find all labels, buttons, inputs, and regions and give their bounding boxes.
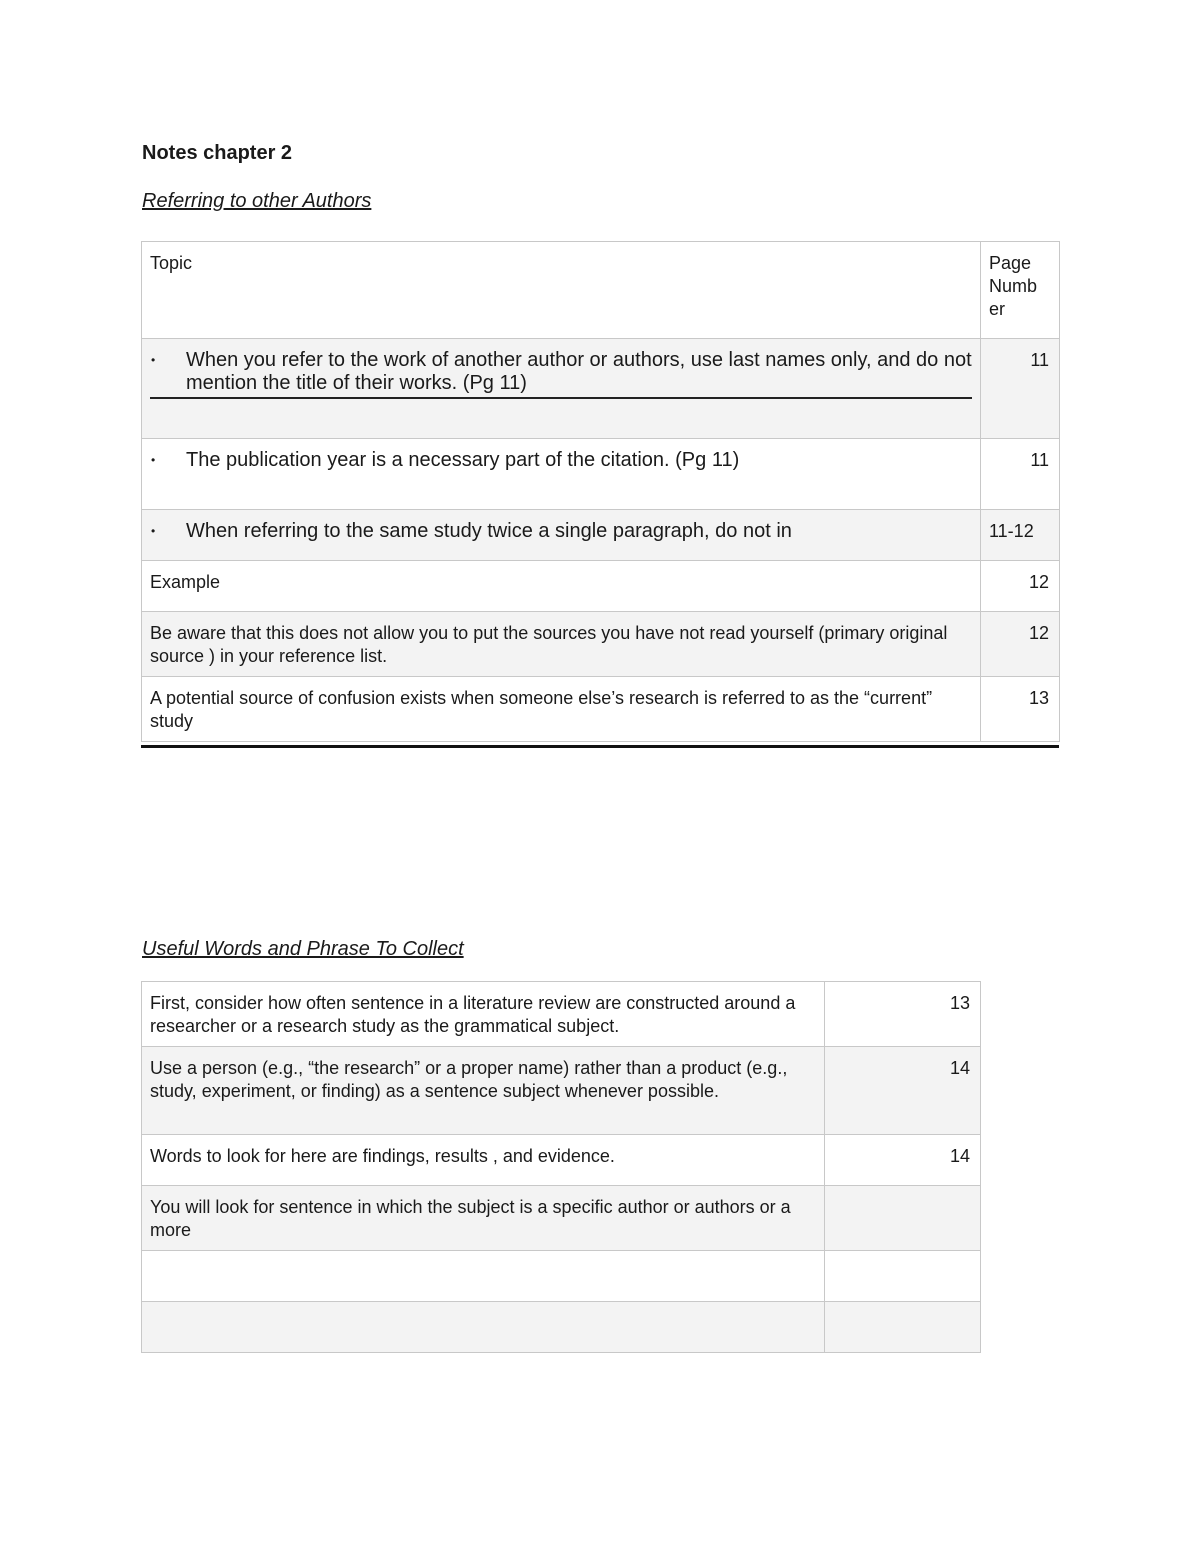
bullet-icon: • (151, 524, 156, 538)
phrase-cell (142, 1302, 825, 1353)
page-cell: 12 (981, 561, 1060, 612)
table-header-row (142, 242, 1060, 339)
phrase-cell: Words to look for here are findings, results , and evidence. (142, 1135, 825, 1186)
table-row (142, 1047, 981, 1135)
page-cell: 13 (981, 677, 1060, 742)
page-cell: 13 (825, 982, 981, 1047)
phrase-cell: Use a person (e.g., “the research” or a proper name) rather than a product (e.g., study, experiment, or finding) as a sentence subject whenever possible. (142, 1047, 825, 1135)
header-topic: Topic (142, 242, 981, 339)
table-row (142, 439, 1060, 510)
table-row (142, 1302, 981, 1353)
table-row (142, 510, 1060, 561)
page-cell: 11 (981, 339, 1060, 439)
phrase-cell: First, consider how often sentence in a literature review are constructed around a researcher or a research study as the grammatical subject. (142, 982, 825, 1047)
section-heading-referring: Referring to other Authors (142, 190, 372, 212)
table-row (142, 982, 981, 1047)
topic-cell: A potential source of confusion exists when someone else’s research is referred to as the “current” study (142, 677, 981, 742)
table-row (142, 612, 1060, 677)
topic-cell: Be aware that this does not allow you to put the sources you have not read yourself (primary original source ) in your reference list. (142, 612, 981, 677)
horizontal-rule (141, 745, 1059, 748)
table-row (142, 1135, 981, 1186)
table-row (142, 561, 1060, 612)
bullet-icon: • (151, 353, 156, 367)
topic-cell (142, 510, 981, 561)
table-row (142, 1251, 981, 1302)
page-cell: 12 (981, 612, 1060, 677)
header-page-number: Page Numb er (981, 242, 1060, 339)
phrase-cell (142, 1251, 825, 1302)
page-cell (825, 1302, 981, 1353)
topic-cell (142, 339, 981, 439)
table-row (142, 677, 1060, 742)
referring-authors-table (141, 241, 1060, 742)
table-row (142, 1186, 981, 1251)
page-cell (825, 1186, 981, 1251)
document-title: Notes chapter 2 (142, 142, 293, 164)
topic-text: The publication year is a necessary part of the citation. (Pg 11) (186, 449, 740, 471)
bullet-icon: • (151, 453, 156, 467)
page-cell: 11-12 (981, 510, 1060, 561)
page-cell: 14 (825, 1135, 981, 1186)
topic-text: When referring to the same study twice a single paragraph, do not in (186, 520, 792, 542)
underline-divider (150, 397, 972, 399)
section-heading-useful-words: Useful Words and Phrase To Collect (142, 938, 464, 960)
useful-words-table (141, 981, 981, 1353)
topic-text: When you refer to the work of another author or authors, use last names only, and do not mention the title of their works. (Pg 11) (186, 349, 972, 394)
page-cell: 11 (981, 439, 1060, 510)
phrase-cell: You will look for sentence in which the subject is a specific author or authors or a more (142, 1186, 825, 1251)
page-cell (825, 1251, 981, 1302)
topic-cell (142, 439, 981, 510)
topic-cell: Example (142, 561, 981, 612)
table-row (142, 339, 1060, 439)
page-cell: 14 (825, 1047, 981, 1135)
